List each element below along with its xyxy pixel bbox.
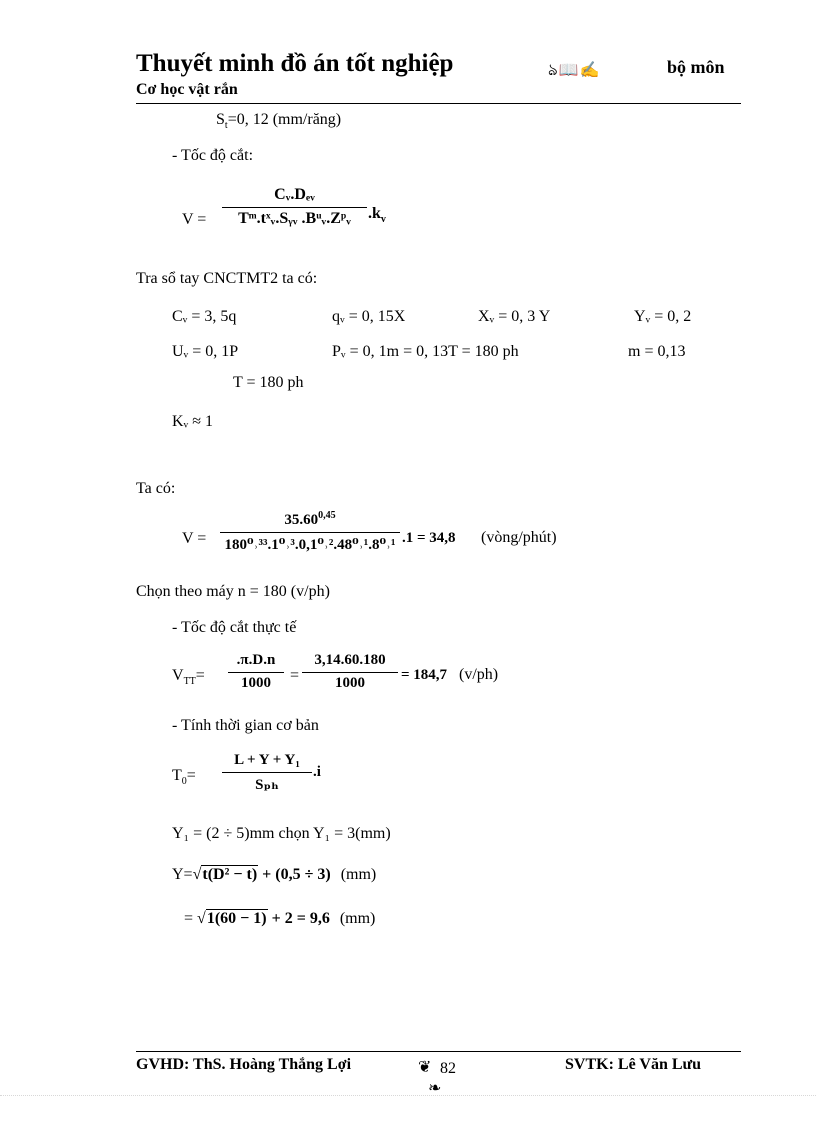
y-label: Y= xyxy=(172,866,193,883)
coef-yv: Yᵥ = 0, 2 xyxy=(634,308,692,325)
y-range: + (0,5 ÷ 3) xyxy=(262,866,331,883)
y-formula-body: √t(D² − t) + (0,5 ÷ 3) xyxy=(192,866,331,883)
book-ornament-icon: ঌ📖✍ xyxy=(548,62,601,79)
v-formula-label: V = xyxy=(182,211,207,228)
vtt-numerator-2: 3,14.60.180 xyxy=(314,652,386,668)
calc-numerator-exponent: 0,45 xyxy=(318,510,336,521)
page-edge-dotted-line xyxy=(0,1095,816,1096)
t0-tail: .i xyxy=(313,764,321,780)
coef-xv: Xᵥ = 0, 3 Y xyxy=(478,308,551,325)
v-formula-tail xyxy=(368,205,386,226)
y-sqrt-content: t(D² − t) xyxy=(202,866,258,883)
calc-numerator-base: 35.60 xyxy=(284,512,319,528)
y1-line: Y₁ = (2 ÷ 5)mm chọn Y₁ = 3(mm) xyxy=(172,825,391,842)
calc-label: V = xyxy=(182,530,207,547)
lookup-line: Tra sổ tay CNCTMT2 ta có: xyxy=(136,270,318,287)
choose-line: Chọn theo máy n = 180 (v/ph) xyxy=(136,583,330,600)
y-result-sqrt-content: 1(60 − 1) xyxy=(206,910,267,927)
coef-t: T = 180 ph xyxy=(233,374,304,391)
v-formula-k-subscript: v xyxy=(380,214,386,226)
calc-unit: (vòng/phút) xyxy=(481,529,557,546)
y-result-line xyxy=(184,910,375,928)
vtt-label xyxy=(172,667,205,688)
footer-rule xyxy=(136,1051,741,1052)
base-time-heading: - Tính thời gian cơ bản xyxy=(172,717,319,734)
t0-subscript: 0 xyxy=(181,776,187,788)
vtt-numerator-1: .π.D.n xyxy=(236,652,276,668)
st-symbol: S xyxy=(216,111,225,128)
t0-equals: = xyxy=(186,767,196,784)
t0-fraction xyxy=(222,752,312,794)
calc-denominator: 180⁰˒³³.1⁰˒³.0,1⁰˒².48⁰˒¹.8⁰˒¹ xyxy=(220,532,400,554)
t0-symbol: T xyxy=(172,767,182,784)
vtt-unit: (v/ph) xyxy=(459,666,499,683)
v-formula-numerator: Cᵥ.Dₑᵥ xyxy=(274,186,315,203)
header-department: bộ môn xyxy=(667,57,725,77)
t0-numerator: L + Y + Y₁ xyxy=(234,752,300,768)
ta-co-line: Ta có: xyxy=(136,480,176,497)
page-header-title: Thuyết minh đồ án tốt nghiệp xyxy=(136,50,454,77)
v-formula-k: .k xyxy=(368,205,381,222)
header-rule xyxy=(136,103,741,104)
header-subtitle: Cơ học vật rắn xyxy=(136,81,238,98)
vtt-subscript: TT xyxy=(183,676,196,688)
vtt-symbol: V xyxy=(172,667,184,684)
y-result-value: + 2 = 9,6 xyxy=(271,910,330,927)
coef-pv: Pᵥ = 0, 1m = 0, 13T = 180 ph xyxy=(332,343,519,360)
y-result-unit: (mm) xyxy=(339,910,376,927)
vtt-denominator-2: 1000 xyxy=(302,672,398,692)
coef-uv: Uᵥ = 0, 1P xyxy=(172,343,239,360)
footer-ornament-top-icon: ❦ xyxy=(418,1059,432,1076)
t0-label xyxy=(172,767,196,788)
coef-qv: qᵥ = 0, 15X xyxy=(332,308,406,325)
vtt-equals-2: = xyxy=(290,667,300,684)
footer-student: SVTK: Lê Văn Lưu xyxy=(565,1056,702,1073)
actual-speed-heading: - Tốc độ cắt thực tế xyxy=(172,619,297,636)
v-formula-denominator: Tᵐ.tˣᵥ.Sᵧᵥ .Bᵘᵥ.Zᵖᵥ xyxy=(222,207,367,228)
st-value: =0, 12 (mm/răng) xyxy=(227,111,342,128)
cutting-speed-heading: - Tốc độ cắt: xyxy=(172,147,254,164)
coef-kv: Kᵥ ≈ 1 xyxy=(172,413,214,430)
calc-fraction xyxy=(220,512,400,554)
vtt-result: = 184,7 xyxy=(401,667,448,683)
footer-ornament-bottom-icon: ❧ xyxy=(428,1080,442,1097)
st-subscript: t xyxy=(224,120,228,132)
y-unit: (mm) xyxy=(340,866,377,883)
footer-advisor: GVHD: ThS. Hoàng Thắng Lợi xyxy=(136,1056,352,1073)
coef-m: m = 0,13 xyxy=(628,343,686,360)
y-formula-line xyxy=(172,866,376,884)
vtt-denominator-1: 1000 xyxy=(228,672,284,692)
calc-numerator xyxy=(220,512,400,532)
footer-page-number: 82 xyxy=(440,1060,456,1077)
y-result-equals: = xyxy=(184,910,194,927)
y-result-body: √1(60 − 1) + 2 = 9,6 xyxy=(197,910,330,927)
vtt-fraction-2 xyxy=(302,652,398,692)
calc-result: .1 = 34,8 xyxy=(402,530,456,546)
vtt-fraction-1 xyxy=(228,652,284,692)
coef-cv: Cᵥ = 3, 5q xyxy=(172,308,237,325)
v-formula-fraction xyxy=(222,186,367,228)
vtt-equals: = xyxy=(195,667,205,684)
t0-denominator: Sₚₕ xyxy=(222,772,312,794)
st-line xyxy=(216,111,342,132)
